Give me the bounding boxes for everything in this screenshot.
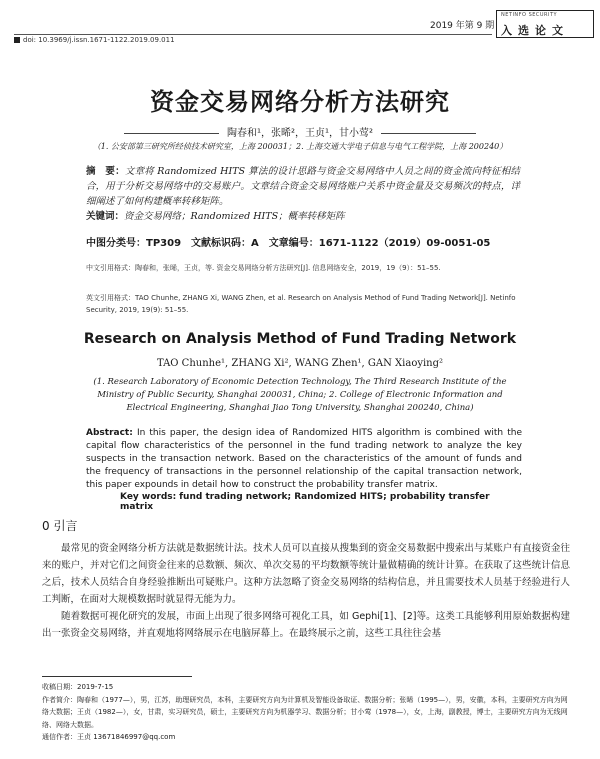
body-text xyxy=(42,540,570,642)
abstract-cn-text: 文章将 Randomized HITS 算法的设计思路与资金交易网络中人员之间的资金流向特征相结合，用于分析交易网络中的交易账户。文章结合资金交易网络账户关系中资金量及交易频次的特点，详细阐述了如何构建概率转移矩阵。 xyxy=(86,166,520,207)
abstract-cn xyxy=(86,164,520,209)
citation-en: 英文引用格式：TAO Chunhe, ZHANG Xi, WANG Zhen, et al. Research on Analysis Method of Fund Trading Network[J]. Netinfo Security, 2019, 19(9): 51–55. xyxy=(86,294,516,314)
abstract-en xyxy=(86,427,522,492)
body-paragraph-1: 最常见的资金网络分析方法就是数据统计法。技术人员可以直接从搜集到的资金交易数据中搜索出与某账户有直接资金往来的账户，并对它们之间资金往来的总数额、频次、单次交易的平均数额等统计量做精确的统计计算。在获取了这些统计信息之后，技术人员结合自身经验推断出可疑账户。这种方法忽略了资金交易网络的结构信息，并且需要技术人员基于经验进行人工判断，在面对大规模数据时就显得无能为力。 xyxy=(42,543,570,605)
affiliations-en: (1. Research Laboratory of Economic Detection Technology, The Third Research Institute of the Ministry of Public Security, Shanghai 200031, China; 2. College of Electronic Information and Electrical Engineering, Shanghai Jiao Tong University, Shanghai 200240, China) xyxy=(93,377,507,413)
keywords-en-label: Key words: xyxy=(120,492,177,502)
section-tag: 入选论文 xyxy=(501,24,569,37)
doi-line xyxy=(14,36,175,44)
journal-name-en: NETINFO SECURITY xyxy=(501,12,558,18)
keywords-cn-label: 关键词： xyxy=(86,211,125,222)
header-rule xyxy=(14,34,492,35)
issue-label: 2019 年第 9 期 xyxy=(430,21,495,31)
abstract-en-label: Abstract: xyxy=(86,428,133,438)
divider-right xyxy=(381,133,476,134)
footnote-bio: 作者简介：陶春和（1977—），男，江苏，助理研究员，本科，主要研究方向为计算机及智能设备取证、数据分析；张晞（1995—），男，安徽，本科，主要研究方向为网络大数据；王贞（1982—），女，甘肃，实习研究员，硕士，主要研究方向为机器学习、数据分析；甘小莺（1978—），女，上海，副教授，博士，主要研究方向为无线网络、网络大数据。 xyxy=(42,695,568,729)
journal-section-box xyxy=(496,10,594,38)
citation-cn: 中文引用格式：陶春和，张晞，王贞，等. 资金交易网络分析方法研究[J]. 信息网络安全，2019，19（9）：51–55. xyxy=(86,264,441,272)
footnote-contact: 通信作者：王贞 13671846997@qq.com xyxy=(42,733,176,741)
footnote-received: 收稿日期：2019-7-15 xyxy=(42,683,114,691)
section-heading: 0 引言 xyxy=(42,519,78,533)
classification-line: 中图分类号：TP309 文献标识码：A 文章编号：1671-1122（2019）09-0051-05 xyxy=(86,238,491,249)
keywords-en-text: fund trading network; Randomized HITS; probability transfer matrix xyxy=(120,492,490,512)
authors-en: TAO Chunhe¹, ZHANG Xi², WANG Zhen¹, GAN Xiaoying² xyxy=(156,358,444,369)
square-bullet-icon xyxy=(14,37,20,43)
paper-title-cn: 资金交易网络分析方法研究 xyxy=(150,88,450,116)
divider-left xyxy=(124,133,219,134)
body-paragraph-2: 随着数据可视化研究的发展，市面上出现了很多网络可视化工具，如 Gephi[1]、[2]等。这类工具能够利用原始数据构建出一张资金交易网络，并直观地将网络展示在电脑屏幕上。在最终展示之前，这些工具往往会基 xyxy=(42,611,570,639)
keywords-cn xyxy=(86,208,520,222)
abstract-cn-label: 摘 要： xyxy=(86,166,125,177)
affiliations-cn: （1. 公安部第三研究所经侦技术研究室，上海 200031；2. 上海交通大学电子信息与电气工程学院，上海 200240） xyxy=(92,142,508,151)
paper-title-en: Research on Analysis Method of Fund Trading Network xyxy=(83,331,517,347)
keywords-cn-text: 资金交易网络；Randomized HITS；概率转移矩阵 xyxy=(124,211,345,222)
doi-text: doi: 10.3969/j.issn.1671-1122.2019.09.011 xyxy=(23,36,175,44)
authors-cn-line xyxy=(0,124,600,139)
keywords-en xyxy=(120,492,520,512)
footnote-rule xyxy=(42,676,192,677)
abstract-en-text: In this paper, the design idea of Randomized HITS algorithm is combined with the capital flow characteristics of the personnel in the fund trading network to analyze the key suspects in the transaction network. Based on the characteristics of the amount of funds and the frequency of transactions in the personnel relationship of the capital transaction network, this paper expounds in detail how to construct the probability transfer matrix. xyxy=(86,428,522,490)
footnotes xyxy=(42,681,570,744)
authors-cn: 陶春和¹，张晞²，王贞¹，甘小莺² xyxy=(226,128,374,139)
